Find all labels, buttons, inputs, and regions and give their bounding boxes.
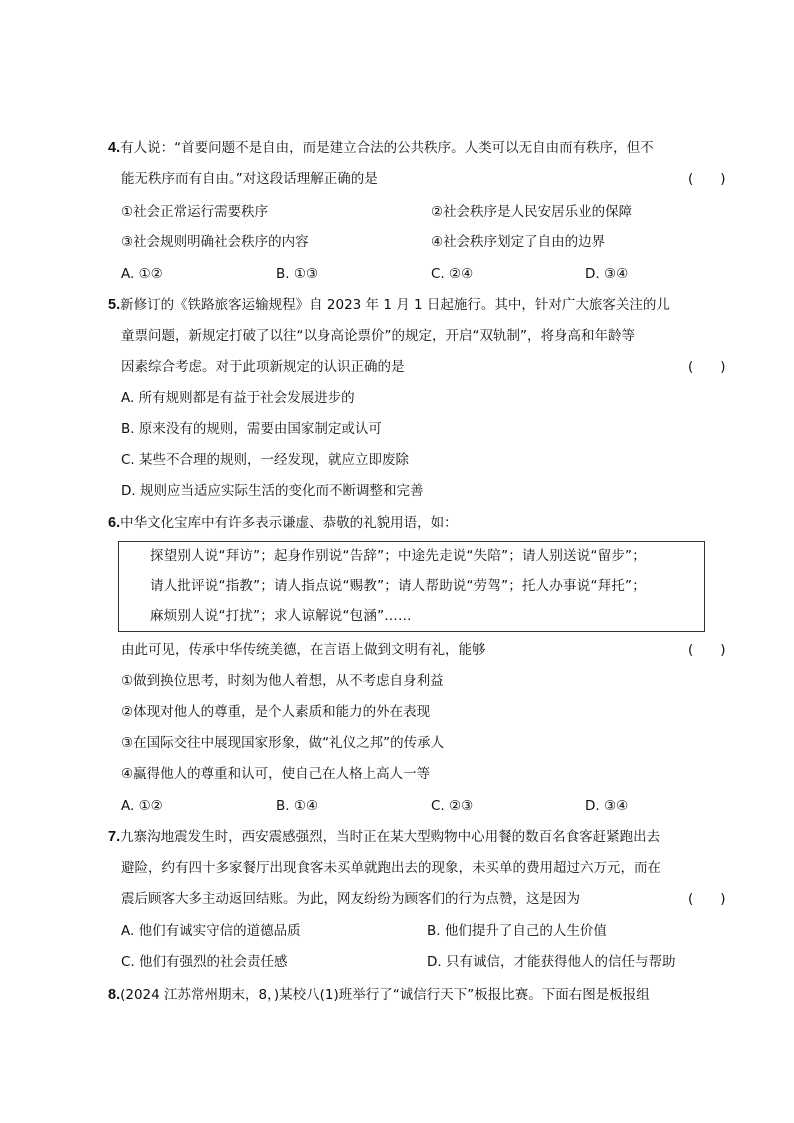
option-d[interactable]: D. 规则应当适应实际生活的变化而不断调整和完善 (121, 483, 424, 499)
question-number: 8. (108, 987, 121, 1003)
question-number: 7. (108, 829, 121, 845)
question-number: 4. (108, 140, 121, 156)
option-b[interactable]: B. ①③ (276, 266, 319, 282)
option-c[interactable]: C. 他们有强烈的社会责任感 (121, 954, 288, 970)
option-d[interactable]: D. ③④ (585, 266, 629, 282)
statement-1: ①做到换位思考，时刻为他人着想，从不考虑自身利益 (121, 673, 444, 689)
question-7-stem-line-1: 7.九寨沟地震发生时，西安震感强烈，当时正在某大型购物中心用餐的数百名食客赶紧跑出去 (108, 829, 661, 845)
statement-3: ③在国际交往中展现国家形象，做“礼仪之邦”的传承人 (121, 735, 445, 751)
option-a[interactable]: A. ①② (121, 266, 163, 282)
example-box-line-3: 麻烦别人说“打扰”；求人谅解说“包涵”…… (150, 608, 412, 624)
option-d[interactable]: D. 只有诚信，才能获得他人的信任与帮助 (427, 954, 676, 970)
question-number: 6. (108, 515, 121, 531)
option-d[interactable]: D. ③④ (585, 798, 629, 814)
example-box-line-2: 请人批评说“指教”；请人指点说“赐教”；请人帮助说“劳驾”；托人办事说“拜托”； (150, 578, 646, 594)
option-c[interactable]: C. ②③ (431, 798, 474, 814)
question-5-stem-line-1: 5.新修订的《铁路旅客运输规程》自 2023 年 1 月 1 日起施行。其中，针对广大旅客关注的儿 (108, 297, 670, 313)
question-6-after-box: 由此可见，传承中华传统美德，在言语上做到文明有礼，能够 (121, 642, 486, 658)
question-4-stem-line-1: 4.有人说：“首要问题不是自由，而是建立合法的公共秩序。人类可以无自由而有秩序，但不 (108, 140, 654, 156)
option-c[interactable]: C. 某些不合理的规则，一经发现，就应立即废除 (121, 452, 410, 468)
question-5-stem-line-3: 因素综合考虑。对于此项新规定的认识正确的是 (121, 359, 405, 375)
question-8-stem-line-1: 8.(2024 江苏常州期末，8，)某校八(1)班举行了“诚信行天下”板报比赛。下面右图是板报组 (108, 987, 650, 1003)
question-number: 5. (108, 297, 121, 313)
statement-1: ①社会正常运行需要秩序 (121, 204, 269, 220)
statement-4: ④社会秩序划定了自由的边界 (431, 234, 606, 250)
option-a[interactable]: A. 所有规则都是有益于社会发展进步的 (121, 390, 355, 406)
answer-paren: ( ) (688, 359, 726, 375)
option-b[interactable]: B. 他们提升了自己的人生价值 (427, 923, 607, 939)
option-b[interactable]: B. 原来没有的规则，需要由国家制定或认可 (121, 421, 382, 437)
statement-2: ②社会秩序是人民安居乐业的保障 (431, 204, 633, 220)
statement-4: ④赢得他人的尊重和认可，使自己在人格上高人一等 (121, 766, 431, 782)
question-4-stem-line-2: 能无秩序而有自由。”对这段话理解正确的是 (121, 171, 378, 187)
option-a[interactable]: A. 他们有诚实守信的道德品质 (121, 923, 301, 939)
answer-paren: ( ) (688, 171, 726, 187)
statement-2: ②体现对他人的尊重，是个人素质和能力的外在表现 (121, 704, 431, 720)
question-6-stem-line-1: 6.中华文化宝库中有许多表示谦虚、恭敬的礼貌用语，如： (108, 515, 458, 531)
example-box-line-1: 探望别人说“拜访”；起身作别说“告辞”；中途先走说“失陪”；请人别送说“留步”； (150, 548, 646, 564)
question-5-stem-line-2: 童票问题，新规定打破了以往“以身高论票价”的规定，开启“双轨制”，将身高和年龄等 (121, 328, 635, 344)
answer-paren: ( ) (688, 642, 726, 658)
option-a[interactable]: A. ①② (121, 798, 163, 814)
question-7-stem-line-3: 震后顾客大多主动返回结账。为此，网友纷纷为顾客们的行为点赞，这是因为 (121, 891, 580, 907)
option-b[interactable]: B. ①④ (276, 798, 319, 814)
answer-paren: ( ) (688, 891, 726, 907)
option-c[interactable]: C. ②④ (431, 266, 474, 282)
statement-3: ③社会规则明确社会秩序的内容 (121, 234, 309, 250)
question-7-stem-line-2: 避险，约有四十多家餐厅出现食客未买单就跑出去的现象，未买单的费用超过六万元，而在 (121, 860, 661, 876)
